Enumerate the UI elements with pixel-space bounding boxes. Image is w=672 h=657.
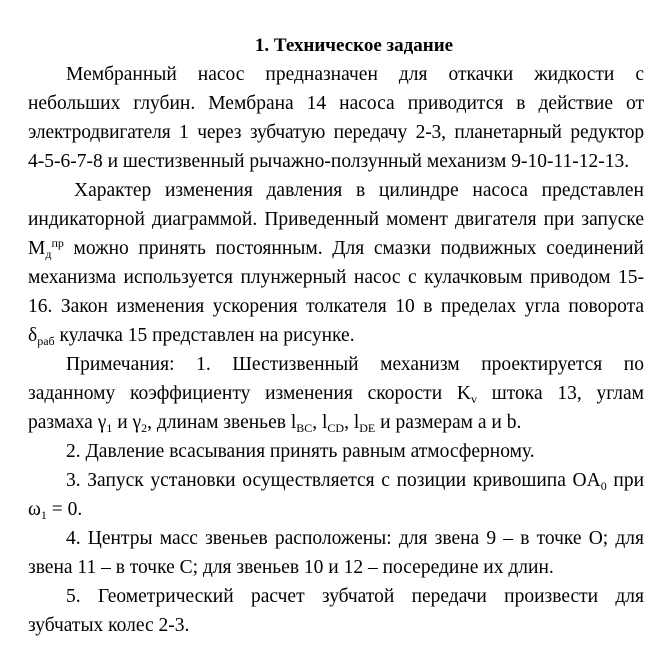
omega-symbol: ω: [28, 499, 41, 520]
note-4-line-1: 4. Центры масс звеньев расположены: для звена 9 – в точке O; для: [66, 528, 644, 549]
delta-subscript: раб: [37, 334, 55, 348]
lde-subscript: DE: [359, 421, 376, 435]
note-2: 2. Давление всасывания принять равным атмосферному.: [66, 441, 535, 462]
paragraph-2-line-5: 16. Закон изменения ускорения толкателя 10 в пределах угла поворота: [28, 296, 644, 317]
motor-moment-superscript: пр: [51, 236, 64, 250]
gamma2-subscript: 2: [141, 421, 148, 435]
kv-subscript: v: [470, 392, 477, 406]
notes-line-3: [28, 409, 644, 437]
notes-line-3-text-c: , длинам звеньев l: [147, 412, 297, 433]
paragraph-1-line-4: 4-5-6-7-8 и шестизвенный рычажно-ползунный механизм 9-10-11-12-13.: [28, 151, 630, 172]
paragraph-2-line-6: [28, 322, 644, 350]
note-5-line-2: зубчатых колес 2-3.: [28, 615, 190, 636]
paragraph-2-line-1: Характер изменения давления в цилиндре насоса представлен: [74, 180, 644, 201]
motor-moment-subscript: д: [45, 247, 52, 261]
paragraph-1-line-3: электродвигателя 1 через зубчатую передачу 2-3, планетарный редуктор: [28, 122, 644, 143]
paragraph-2-line-2: индикаторной диаграммой. Приведенный момент двигателя при запуске: [28, 209, 644, 230]
notes-line-3-text-e: , l: [344, 412, 360, 433]
paragraph-2-line-6-text: кулачка 15 представлен на рисунке.: [54, 325, 355, 346]
notes-line-3-text-d: , l: [312, 412, 328, 433]
note-5-line-1: 5. Геометрический расчет зубчатой передачи произвести для: [66, 586, 644, 607]
paragraph-1-line-2: небольших глубин. Мембрана 14 насоса приводится в действие от: [28, 93, 644, 114]
gamma1-subscript: 1: [106, 421, 113, 435]
notes-line-3-text-a: размаха γ: [28, 412, 107, 433]
paragraph-2-line-3-text: можно принять постоянным. Для смазки подвижных соединений: [63, 238, 644, 259]
note-3-line-1: [28, 467, 644, 495]
note-4-line-2: звена 11 – в точке C; для звеньев 10 и 12 – посередине их длин.: [28, 557, 554, 578]
paragraph-2-line-4: механизма используется плунжерный насос с кулачковым приводом 15-: [28, 267, 644, 288]
motor-moment-symbol: M: [28, 238, 46, 259]
notes-line-2: [28, 380, 644, 408]
lcd-subscript: CD: [327, 421, 345, 435]
delta-symbol: δ: [28, 325, 38, 346]
paragraph-1-line-1: Мембранный насос предназначен для откачки жидкости с: [66, 64, 644, 85]
note-3-text-b: при: [606, 470, 644, 491]
note-3-text-a: 3. Запуск установки осуществляется с позиции кривошипа OA: [66, 470, 601, 491]
paragraph-2-line-3: [28, 235, 644, 263]
notes-line-3-text-b: и γ: [112, 412, 142, 433]
notes-line-3-text-f: и размерам a и b.: [375, 412, 522, 433]
section-heading: 1. Техническое задание: [254, 35, 454, 56]
note-3-line-2-text: = 0.: [46, 499, 83, 520]
notes-line-2-text-b: штока 13, углам: [476, 383, 644, 404]
notes-line-1: Примечания: 1. Шестизвенный механизм проектируется по: [66, 354, 644, 375]
lbc-subscript: BC: [296, 421, 313, 435]
note-3-line-2: [28, 496, 644, 524]
oa0-subscript: 0: [600, 479, 607, 493]
notes-line-2-text-a: заданному коэффициенту изменения скорости K: [28, 383, 471, 404]
omega-subscript: 1: [40, 508, 47, 522]
